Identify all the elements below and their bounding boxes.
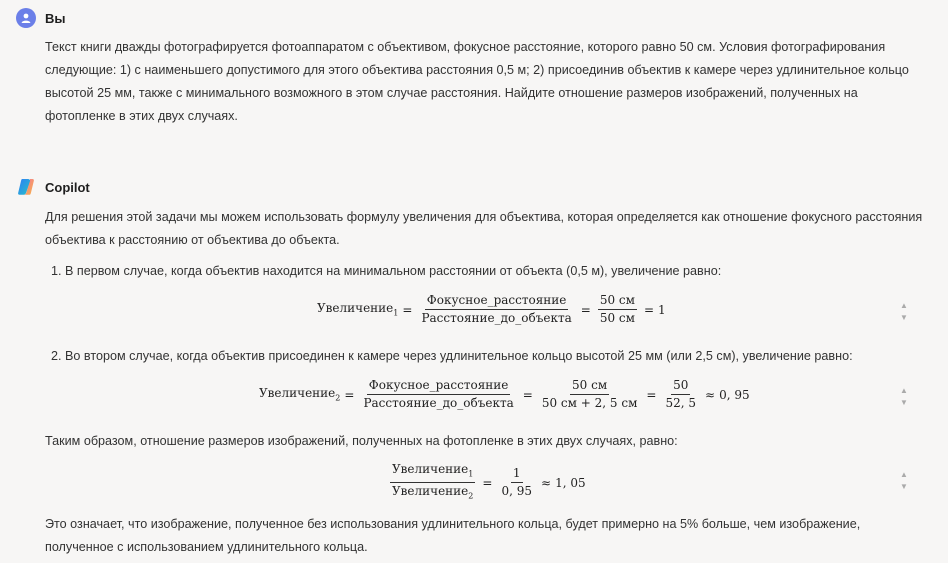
user-icon — [20, 12, 32, 24]
scroll-down-icon[interactable]: ▼ — [900, 482, 908, 491]
step-1-text: 1. В первом случае, когда объектив находится на минимальном расстоянии от объекта (0,5 м), увеличение равно: — [51, 264, 722, 278]
eq1-result: 1 — [658, 302, 666, 317]
eq2-result: 0, 95 — [719, 387, 750, 402]
user-message-text: Текст книги дважды фотографируется фотоаппаратом с объективом, фокусное расстояние, которого равно 50 см. Условия фотографирования следующие: 1) с наименьшего допустимого для этого объектива расстояния 0,5 м; 2) присоединив объектив к камере через удлинительное кольцо высотой 25 мм, также с минимального возможного в этом случае расстояния. Найдите отношение размеров изображений, полученных на фотопленке в этих двух случаях. — [45, 40, 909, 123]
conclusion-intro-text: Таким образом, отношение размеров изображений, полученных на фотопленке в этих двух случаях, равно: — [45, 434, 678, 448]
copilot-final-text: Это означает, что изображение, полученное без использования удлинительного кольца, будет примерно на 5% больше, чем изображение, полученное с использованием удлинительного кольца. — [45, 517, 861, 554]
eq2-lhs: Увеличение$_2$ — [259, 386, 341, 403]
eq3-fraction-2: $\frac{1}{0, 95}$ — [501, 466, 532, 499]
eq2-fraction-2: $\frac{50 см}{50 см + 2, 5 см}$ — [541, 378, 638, 410]
equation-2-scroll-control[interactable] — [898, 385, 910, 409]
eq1-fraction-1: $\frac{\text{Фокусное\_расстояние}}{\text{Расстояние\_до\_объекта}}$ — [421, 293, 572, 325]
equation-3: $\frac{Увеличение_1}{Увеличение_2}$ = $\frac{1}{0, 95}$ ≈ 1, 05 — [387, 462, 586, 504]
eq2-fraction-3: $\frac{50}{52, 5}$ — [665, 378, 697, 410]
scroll-up-icon[interactable]: ▲ — [900, 386, 908, 395]
eq3-fraction-1: $\frac{Увеличение_1}{Увеличение_2}$ — [392, 462, 474, 501]
equation-1-scroll-control[interactable] — [898, 300, 910, 324]
scroll-up-icon[interactable]: ▲ — [900, 301, 908, 310]
equation-2: Увеличение$_2$ = $\frac{\text{Фокусное\_расстояние}}{\text{Расстояние\_до\_объекта}}$ = $\frac{50 см}{50 см + 2, 5 см}$ = $\frac{50}{52, 5}$ ≈ 0, 95 — [259, 378, 750, 410]
copilot-logo-icon — [16, 177, 36, 197]
equation-1: Увеличение$_1$ = $\frac{\text{Фокусное\_расстояние}}{\text{Расстояние\_до\_объекта}}$ = $\frac{50 см}{50 см}$ = 1 — [317, 293, 666, 325]
scroll-up-icon[interactable]: ▲ — [900, 470, 908, 479]
user-avatar — [16, 8, 36, 28]
eq1-lhs: Увеличение$_1$ — [317, 301, 399, 318]
user-name: Вы — [45, 10, 66, 26]
step-2-text: 2. Во втором случае, когда объектив присоединен к камере через удлинительное кольцо высотой 25 мм (или 2,5 см), увеличение равно: — [51, 349, 853, 363]
eq1-fraction-2: $\frac{50 см}{50 см}$ — [599, 293, 635, 325]
copilot-avatar — [16, 177, 36, 197]
scroll-down-icon[interactable]: ▼ — [900, 398, 908, 407]
equation-3-scroll-control[interactable] — [898, 469, 910, 493]
scroll-down-icon[interactable]: ▼ — [900, 313, 908, 322]
copilot-message-header — [16, 177, 90, 197]
copilot-name: Copilot — [45, 179, 90, 195]
eq2-fraction-1: $\frac{\text{Фокусное\_расстояние}}{\text{Расстояние\_до\_объекта}}$ — [363, 378, 514, 410]
copilot-intro-text: Для решения этой задачи мы можем использовать формулу увеличения для объектива, которая определяется как отношение фокусного расстояния объектива к расстоянию от объектива до объекта. — [45, 210, 923, 247]
eq3-result: 1, 05 — [555, 475, 586, 490]
user-message-header — [16, 8, 66, 28]
